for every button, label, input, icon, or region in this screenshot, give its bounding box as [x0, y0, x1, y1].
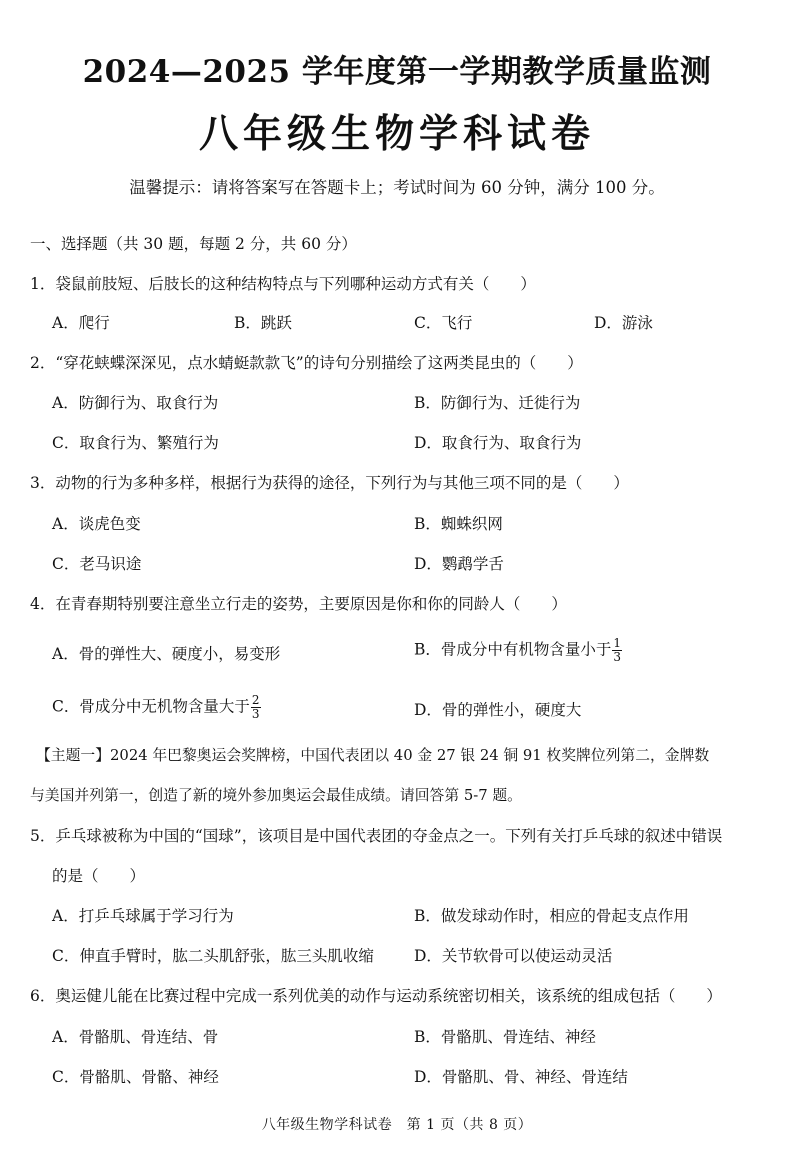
exam-title-line1: 2024—2025 学年度第一学期教学质量监测: [82, 54, 712, 90]
question-4-option-b-text: B．骨成分中有机物含量小于: [414, 640, 612, 659]
question-5-stem-cont: 的是（ ）: [52, 867, 146, 885]
fraction-one-third: [612, 637, 622, 664]
question-3-stem: 3．动物的行为多种多样，根据行为获得的途径，下列行为与其他三项不同的是（ ）: [30, 474, 629, 492]
fraction-two-thirds: [251, 694, 261, 721]
question-1-option-b: B．跳跃: [234, 314, 292, 332]
question-4-option-a: A．骨的弹性大、硬度小，易变形: [52, 645, 281, 663]
question-2-option-c: C．取食行为、繁殖行为: [52, 434, 219, 452]
question-4-option-b: [414, 637, 622, 664]
page-footer: 八年级生物学科试卷 第 1 页（共 8 页）: [261, 1117, 533, 1133]
fraction-numerator: 1: [613, 636, 622, 650]
question-5-option-c: C．伸直手臂时，肱二头肌舒张，肱三头肌收缩: [52, 947, 374, 965]
question-6-stem: 6．奥运健儿能在比赛过程中完成一系列优美的动作与运动系统密切相关，该系统的组成包括（ ）: [30, 987, 722, 1005]
question-5-option-b: B．做发球动作时，相应的骨起支点作用: [414, 907, 689, 925]
question-5-stem: 5．乒乓球被称为中国的“国球”，该项目是中国代表团的夺金点之一。下列有关打乒乓球的叙述中错误: [30, 827, 723, 845]
question-5-option-d: D．关节软骨可以使运动灵活: [414, 947, 613, 965]
question-4-option-c: [52, 694, 261, 721]
question-6-option-b: B．骨骼肌、骨连结、神经: [414, 1028, 596, 1046]
question-4-option-d: D．骨的弹性小，硬度大: [414, 701, 582, 719]
question-3-option-b: B．蜘蛛织网: [414, 515, 503, 533]
question-5-option-a: A．打乒乓球属于学习行为: [52, 907, 234, 925]
question-2-option-a: A．防御行为、取食行为: [52, 394, 219, 412]
question-1-option-c: C．飞行: [414, 314, 473, 332]
question-3-option-c: C．老马识途: [52, 555, 142, 573]
question-3-option-a: A．谈虎色变: [52, 515, 141, 533]
theme1-line1: 【主题一】2024 年巴黎奥运会奖牌榜，中国代表团以 40 金 27 银 24 铜 91 枚奖牌位列第二，金牌数: [36, 747, 710, 764]
question-4-option-c-text: C．骨成分中无机物含量大于: [52, 697, 250, 716]
question-4-stem: 4．在青春期特别要注意坐立行走的姿势，主要原因是你和你的同龄人（ ）: [30, 595, 567, 613]
question-6-option-d: D．骨骼肌、骨、神经、骨连结: [414, 1068, 628, 1086]
fraction-numerator: 2: [251, 693, 260, 707]
fraction-denominator: 3: [251, 707, 260, 721]
question-2-option-b: B．防御行为、迁徙行为: [414, 394, 581, 412]
theme1-line2: 与美国并列第一，创造了新的境外参加奥运会最佳成绩。请回答第 5-7 题。: [30, 787, 522, 804]
question-3-option-d: D．鹦鹉学舌: [414, 555, 504, 573]
fraction-denominator: 3: [613, 650, 622, 664]
question-2-stem: 2．“穿花蛱蝶深深见，点水蜻蜓款款飞”的诗句分别描绘了这两类昆虫的（ ）: [30, 354, 583, 372]
exam-tip: 温馨提示：请将答案写在答题卡上；考试时间为 60 分钟，满分 100 分。: [129, 178, 665, 197]
question-1-option-d: D．游泳: [594, 314, 653, 332]
question-1-option-a: A．爬行: [52, 314, 110, 332]
exam-title-line2: 八年级生物学科试卷: [198, 111, 595, 157]
question-2-option-d: D．取食行为、取食行为: [414, 434, 582, 452]
question-6-option-a: A．骨骼肌、骨连结、骨: [52, 1028, 219, 1046]
question-6-option-c: C．骨骼肌、骨骼、神经: [52, 1068, 219, 1086]
question-1-stem: 1．袋鼠前肢短、后肢长的这种结构特点与下列哪种运动方式有关（ ）: [30, 275, 536, 293]
section-heading: 一、选择题（共 30 题，每题 2 分，共 60 分）: [30, 235, 357, 253]
